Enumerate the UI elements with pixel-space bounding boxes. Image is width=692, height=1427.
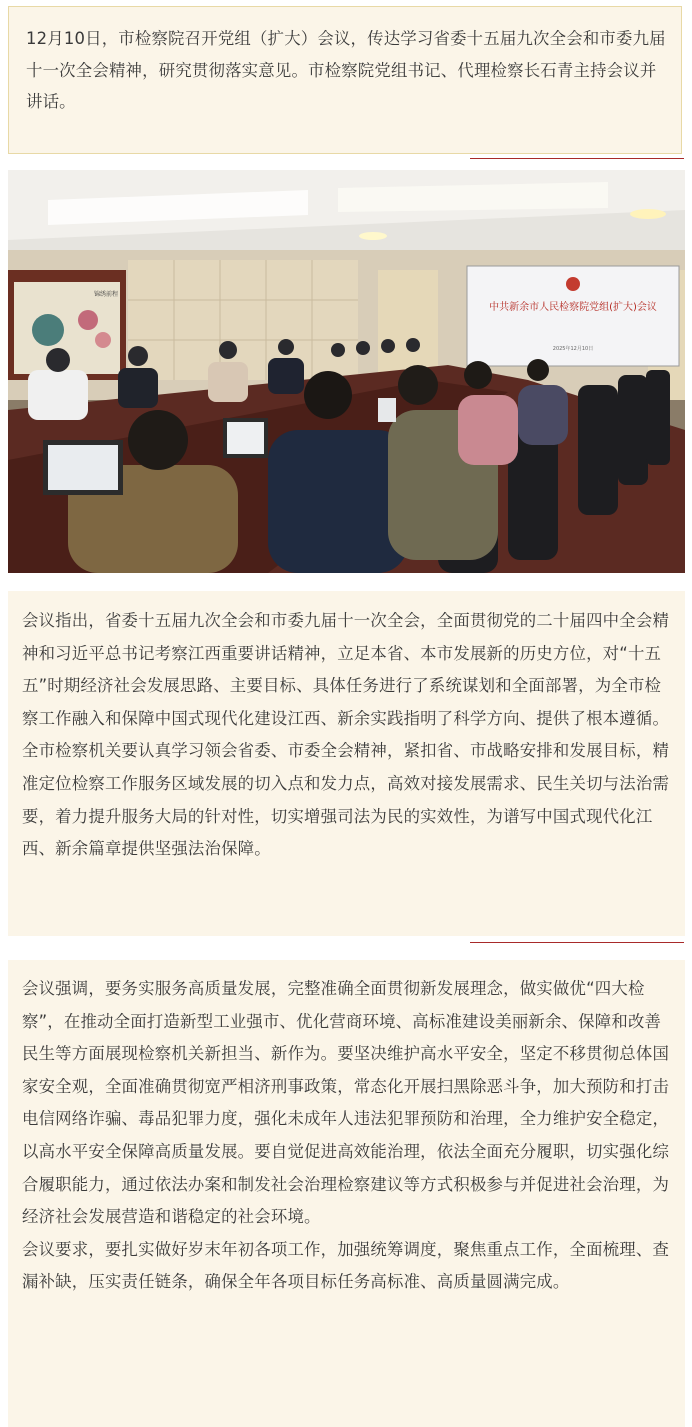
screen-title: 中共新余市人民检察院党组(扩大)会议 bbox=[489, 302, 657, 313]
screen-date: 2025年12月10日 bbox=[552, 346, 594, 352]
divider-rule bbox=[470, 942, 684, 943]
meeting-photo bbox=[8, 170, 685, 573]
paragraph-meeting-points bbox=[8, 591, 685, 936]
paragraph-meeting-emphasis bbox=[8, 960, 685, 1427]
wall-painting-label: 锦绣前程 bbox=[94, 291, 119, 298]
intro-text: 12月10日，市检察院召开党组（扩大）会议，传达学习省委十五届九次全会和市委九届十一次全会精神，研究贯彻落实意见。市检察院党组书记、代理检察长石青主持会议并讲话。 bbox=[26, 29, 666, 111]
divider-rule bbox=[470, 158, 684, 159]
paragraph3-text: 会议要求，要扎实做好岁末年初各项工作，加强统筹调度，聚焦重点工作，全面梳理、查漏补缺，压实责任链条，确保全年各项目标任务高标准、高质量圆满完成。 bbox=[22, 1239, 670, 1292]
paragraph2-text: 会议强调，要务实服务高质量发展，完整准确全面贯彻新发展理念，做实做优“四大检察”，在推动全面打造新型工业强市、优化营商环境、高标准建设美丽新余、保障和改善民生等方面展现检察机关新担当、新作为。要坚决维护高水平安全，坚定不移贯彻总体国家安全观，全面准确贯彻宽严相济刑事政策，常态化开展扫黑除恶斗争，加大预防和打击电信网络诈骗、毒品犯罪力度，强化未成年人违法犯罪预防和治理，全力维护安全稳定，以高水平安全保障高质量发展。要自觉促进高效能治理，依法全面充分履职，切实强化综合履职能力，通过依法办案和制发社会治理检察建议等方式积极参与并促进社会治理，为经济社会发展营造和谐稳定的社会环境。 bbox=[22, 979, 670, 1227]
paragraph1-text: 会议指出，省委十五届九次全会和市委九届十一次全会，全面贯彻党的二十届四中全会精神和习近平总书记考察江西重要讲话精神，立足本省、本市发展新的历史方位，对“十五五”时期经济社会发展思路、主要目标、具体任务进行了系统谋划和全面部署，为全市检察工作融入和保障中国式现代化建设江西、新余实践指明了科学方向、提供了根本遵循。全市检察机关要认真学习领会省委、市委全会精神，紧扣省、市战略安排和发展目标，精准定位检察工作服务区域发展的切入点和发力点，高效对接发展需求、民生关切与法治需要，着力提升服务大局的针对性，切实增强司法为民的实效性，为谱写中国式现代化江西、新余篇章提供坚强法治保障。 bbox=[22, 611, 670, 859]
intro-box bbox=[8, 6, 682, 154]
